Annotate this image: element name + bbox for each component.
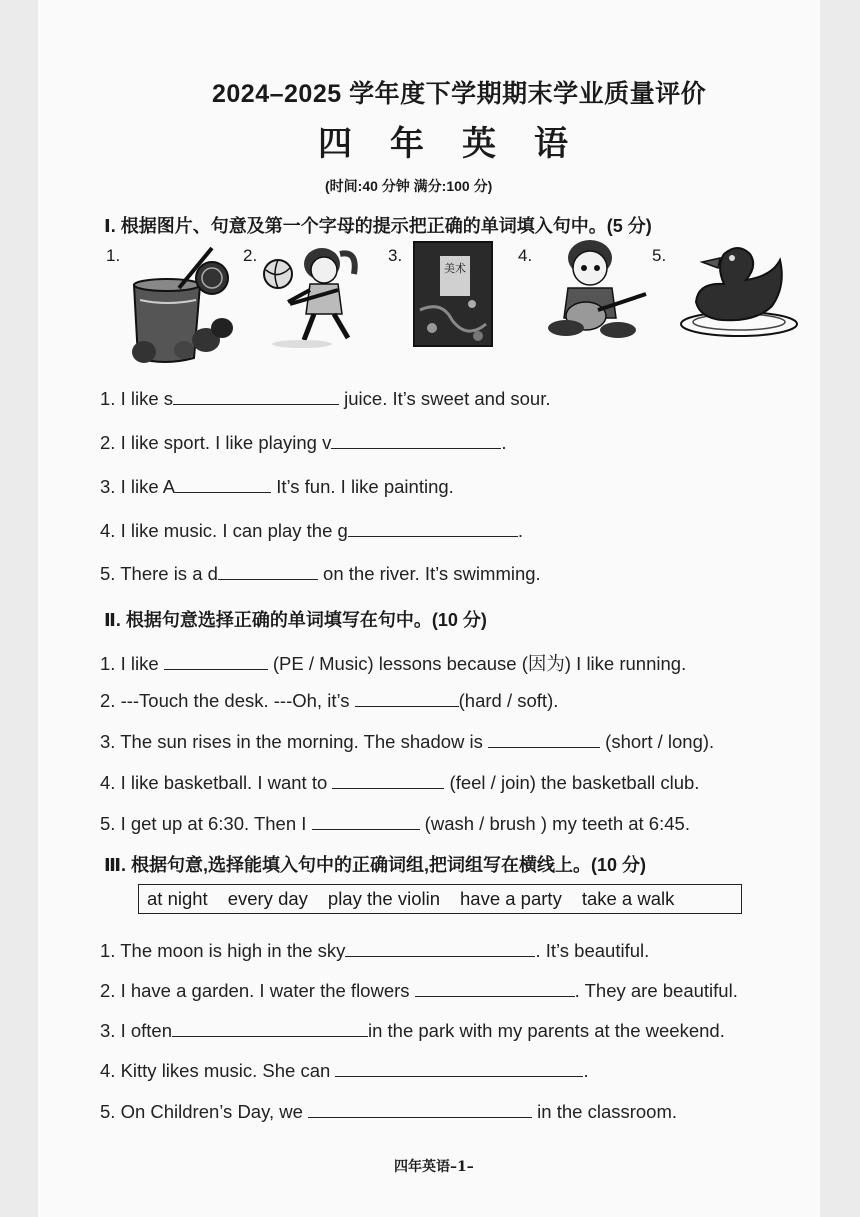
picture-number-4: 4. (518, 246, 533, 265)
volleyball-girl-picture (260, 240, 382, 350)
book-cover-text: 美术 (444, 262, 466, 275)
s3-question-5: 5. On Children’s Day, we in the classroom. (100, 1101, 678, 1122)
answer-blank[interactable] (312, 813, 420, 830)
s1-question-4: 4. I like music. I can play the g . (100, 520, 523, 541)
duck-picture (676, 236, 802, 340)
s2-question-4: 4. I like basketball. I want to (feel / join) the basketball club. (100, 772, 700, 793)
s3-question-4: 4. Kitty likes music. She can . (100, 1060, 589, 1081)
s2-question-3: 3. The sun rises in the morning. The shadow is (short / long). (100, 731, 715, 752)
answer-blank[interactable] (308, 1101, 532, 1118)
art-book-picture (412, 240, 494, 348)
s1-question-2: 2. I like sport. I like playing v . (100, 432, 507, 453)
section1-heading: Ⅰ. 根据图片、句意及第一个字母的提示把正确的单词填入句中。(5 分) (104, 216, 652, 236)
answer-blank[interactable] (173, 388, 339, 405)
s3-question-3: 3. I often in the park with my parents at the weekend. (100, 1020, 725, 1041)
phrase-option: every day (227, 888, 308, 909)
answer-blank[interactable] (332, 772, 444, 789)
phrase-option: take a walk (581, 888, 675, 909)
answer-blank[interactable] (355, 690, 459, 707)
section2-heading: Ⅱ. 根据句意选择正确的单词填写在句中。(10 分) (104, 610, 487, 630)
page-footer: 四年英语–1– (394, 1159, 474, 1175)
phrase-option: at night (147, 888, 208, 909)
answer-blank[interactable] (175, 476, 271, 493)
answer-blank[interactable] (488, 731, 600, 748)
answer-blank[interactable] (218, 563, 318, 580)
s2-question-2: 2. ---Touch the desk. ---Oh, it’s (hard / soft). (100, 690, 559, 711)
time-info: (时间:40 分钟 满分:100 分) (325, 178, 493, 194)
s3-question-1: 1. The moon is high in the sky . It’s beautiful. (100, 940, 650, 961)
s1-question-1: 1. I like s juice. It’s sweet and sour. (100, 388, 551, 409)
s2-question-5: 5. I get up at 6:30. Then I (wash / brush ) my teeth at 6:45. (100, 813, 690, 834)
exam-title: 2024–2025 学年度下学期期末学业质量评价 (212, 80, 707, 108)
answer-blank[interactable] (164, 653, 268, 670)
answer-blank[interactable] (345, 940, 535, 957)
answer-blank[interactable] (415, 980, 575, 997)
s1-question-5: 5. There is a d on the river. It’s swimming. (100, 563, 541, 584)
answer-blank[interactable] (348, 520, 518, 537)
s1-question-3: 3. I like A It’s fun. I like painting. (100, 476, 454, 497)
picture-number-3: 3. (388, 246, 403, 265)
phrase-option: play the violin (327, 888, 440, 909)
picture-number-2: 2. (243, 246, 258, 265)
guitar-boy-picture (546, 236, 650, 340)
picture-number-1: 1. (106, 246, 121, 265)
answer-blank[interactable] (335, 1060, 583, 1077)
answer-blank[interactable] (331, 432, 501, 449)
section3-heading: Ⅲ. 根据句意,选择能填入句中的正确词组,把词组写在横线上。(10 分) (104, 855, 647, 875)
phrase-option: have a party (460, 888, 562, 909)
answer-blank[interactable] (172, 1020, 368, 1037)
s2-question-1: 1. I like (PE / Music) lessons because (因为) I like running. (100, 653, 687, 674)
picture-number-5: 5. (652, 246, 667, 265)
s3-question-2: 2. I have a garden. I water the flowers . They are beautiful. (100, 980, 738, 1001)
strawberry-juice-picture (124, 240, 236, 370)
phrase-bank (138, 884, 742, 914)
subject-title: 四年英语 (318, 124, 606, 164)
